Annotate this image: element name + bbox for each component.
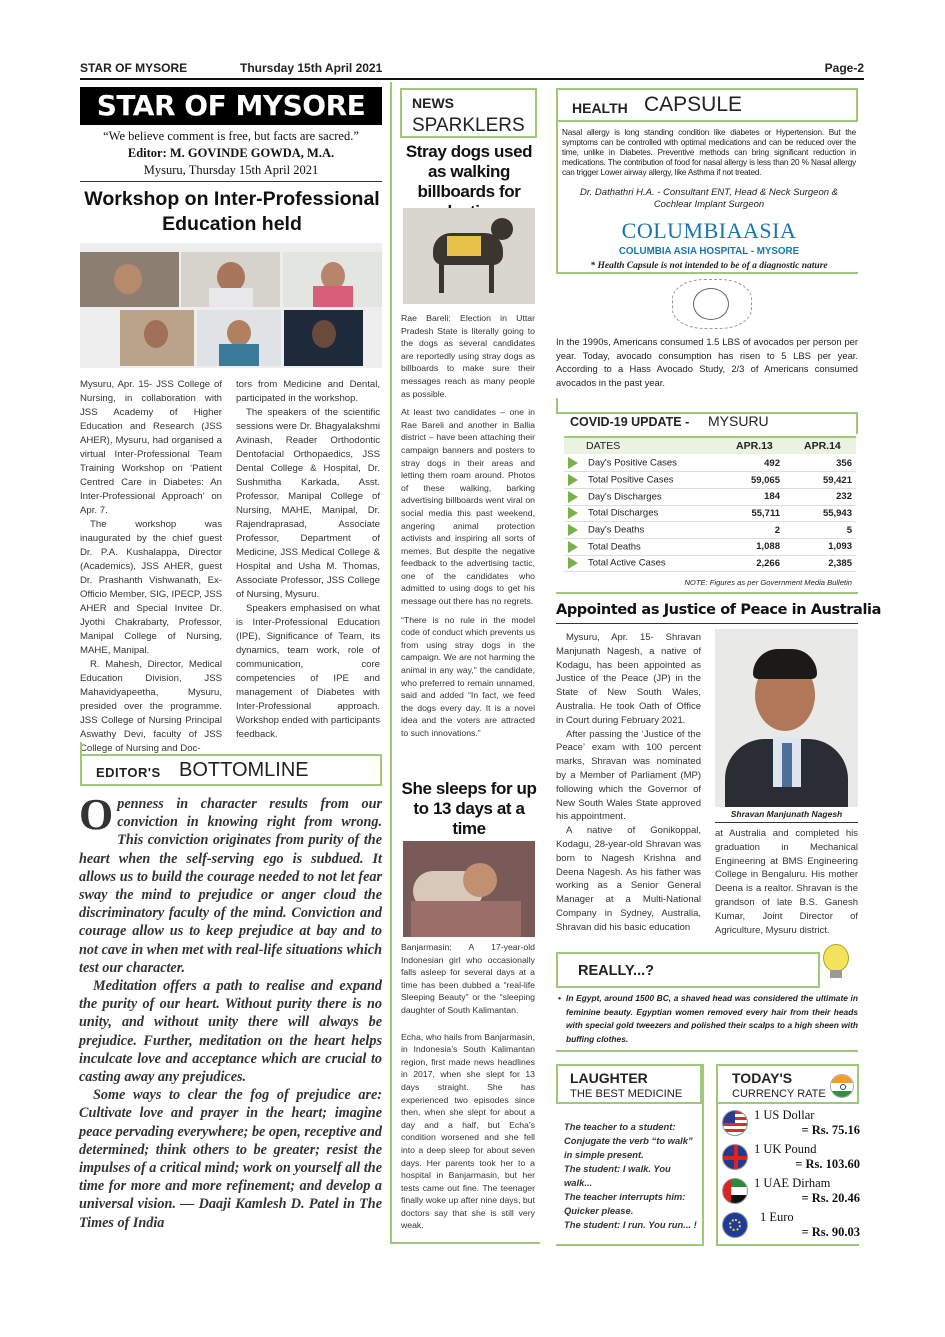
editorial-text: penness in character results from our conviction in knowing right from wrong. This conviction originates from purity of the heart when the self-serving ego is subdued. It allows us to build the courage needed to not let fear sway the mind to prejudice or anger cloud the discriminatory faculty of the mind. Conviction and courage allow us to keep prejudice at bay and to not cave in when met with real-life situations which test our character. — [79, 796, 382, 976]
columbia-asia-logo: COLUMBIAASIA — [621, 218, 797, 243]
page-header — [80, 60, 864, 80]
covid-panel — [556, 398, 858, 596]
really-fact: In Egypt, around 1500 BC, a shaved head was considered the ultimate in feminine beauty. Egyptian women removed every hair from their heads with special gold tweezers and polished their scalps to a high sheen with buffing clothes. — [566, 993, 858, 1044]
really-text — [558, 992, 858, 1046]
workshop-column-b — [236, 378, 380, 742]
laughter-label-box — [556, 1064, 702, 1104]
portrait-caption: Shravan Manjunath Nagesh — [730, 809, 843, 819]
currency-label-b: CURRENCY RATE — [732, 1088, 826, 1100]
really-label-box — [556, 952, 820, 988]
covid-row-label: Day's Positive Cases — [588, 457, 677, 469]
health-label-a: HEALTH — [572, 100, 628, 116]
eu-flag-icon — [722, 1212, 748, 1238]
participant-tile — [284, 310, 363, 366]
covid-note: NOTE: Figures as per Government Media Bulletin — [684, 578, 852, 587]
justice-para: After passing the ‘Justice of the Peace’ exam with 100 percent marks, Shravan was nominated by a Member of Parliament (MP) following which the Governor of New South Wales State approved his appointment. — [556, 728, 701, 823]
justice-para: Mysuru, Apr. 15- Shravan Manjunath Nagesh, a native of Kodagu, has been appointed as Justice of the Peace (JP) in the State of New South Wales, Australia. He took Oath of Office in Court during February 2021. — [556, 632, 701, 726]
dogs-para: At least two candidates – one in Rae Bareli and another in Ballia district – have been attaching their campaign banners and posters to stray dogs in their areas and letting them roam around. Photos of these walking, barking advertising billboards went viral on social media this past weekend, angering animal protection activists and inspiring all sorts of memes. But despite the negative feedback to the advertising tactic, one of the candidates who admitted to using dogs to get his message out there has no regrets. — [401, 407, 535, 607]
justice-headline: Appointed as Justice of Peace in Australia — [556, 602, 881, 618]
covid-row — [564, 505, 856, 522]
masthead-motto: “We believe comment is free, but facts are sacred.” — [103, 129, 359, 143]
currency-list — [722, 1108, 860, 1244]
covid-label-b: MYSURU — [708, 413, 769, 429]
covid-table — [564, 455, 856, 572]
avocado-illustration — [672, 279, 752, 329]
editorial-dropcap: O — [79, 790, 114, 839]
covid-row-label: Total Active Cases — [588, 557, 666, 569]
joke-line: The teacher to a student: Conjugate the verb “to walk” in simple present. — [564, 1121, 693, 1160]
health-text: Nasal allergy is long standing condition like diabetes or Hypertension. But the symptoms can be controlled with optimal medications and can be reduced over the time, unlike in Diabetes. Preventive methods can bring significant reduction in medications. The contribution of food for nasal allergy is less than 20 % Nasal allergy can trigger Lower airway allergy, like Asthma if not treated. — [562, 128, 856, 177]
workshop-para: Mysuru, Apr. 15- JSS College of Nursing, in collaboration with JSS Academy of Higher Education and Research (JSS AHER), Mysuru, had organised a virtual Inter-Professional Team Training Workshop on ‘Patient Centred Care in Diabetes: An Inter-Professional Approach’ on Apr. 7. — [80, 379, 222, 516]
health-doctor: Dr. Dathathri H.A. - Consultant ENT, Head & Neck Surgeon & Cochlear Implant Surgeon — [579, 187, 839, 210]
covid-row-label: Day's Discharges — [588, 491, 662, 503]
participant-tile — [120, 310, 194, 366]
covid-value-apr14: 5 — [784, 522, 856, 539]
sleep-headline: She sleeps for up to 13 days at a time — [401, 779, 537, 838]
editors-label-b: BOTTOMLINE — [179, 759, 309, 781]
workshop-para: The speakers of the scientific sessions were Dr. Bhagyalakshmi Avinash, Reader Orthodontic Dentofacial Orthopaedics, JSS Dental College & Hospital, Dr. Sushmitha Karkada, Asst. Professor, Manipal College of Nursing, MAHE, Manipal, Dr. Rajendraprasad, Associate Professor, Department of Medicine, JSS Medical College & Hospital and Usha M. Thomas, Associate Professor, JSS College of Nursing, Mysuru. — [236, 407, 380, 600]
covid-row-label: Day's Deaths — [588, 524, 645, 536]
covid-col-apr13: APR.13 — [736, 440, 773, 452]
workshop-photo — [80, 243, 382, 368]
laughter-joke — [564, 1120, 700, 1232]
bulb-icon — [819, 944, 853, 984]
covid-value-apr13: 1,088 — [724, 538, 784, 555]
covid-col-apr14: APR.14 — [804, 440, 841, 452]
joke-line: The student: I walk. You walk... — [564, 1163, 671, 1188]
joke-line: The student: I run. You run... ! — [564, 1219, 697, 1230]
sleep-article — [401, 941, 535, 1238]
covid-value-apr13: 55,711 — [724, 505, 784, 522]
participant-tile — [80, 252, 179, 307]
dogs-headline: Stray dogs used as walking billboards for — [405, 142, 533, 201]
health-capsule-label — [556, 88, 858, 122]
shravan-portrait — [715, 629, 858, 807]
masthead-editor: Editor: M. GOVINDE GOWDA, M.A. — [127, 146, 335, 160]
workshop-para: The workshop was inaugurated by the chief guest Dr. P.A. Kushalappa, Director (Academics), JSS AHER, guest Dr. Prashanth Vishwanath, Ex-Officio Member, SIG, IPECP, JSS AHER and Special Invitee Dr. Jyothi Chakrabarty, Professor, Manipal College of Nursing, MAHE, Manipal. — [80, 519, 223, 656]
currency-label-box — [716, 1064, 859, 1104]
covid-value-apr14: 59,421 — [784, 472, 856, 489]
editorial-para — [79, 790, 382, 977]
covid-row — [564, 455, 856, 472]
laughter-panel — [556, 1064, 704, 1246]
covid-row-label: Total Discharges — [588, 507, 659, 519]
header-date: Thursday 15th April 2021 — [240, 61, 383, 75]
justice-column-a — [556, 631, 701, 935]
really-label: REALLY...? — [578, 963, 655, 979]
covid-value-apr14: 232 — [784, 488, 856, 505]
currency-row — [722, 1108, 860, 1142]
covid-row — [564, 488, 856, 505]
uk-flag-icon — [722, 1144, 748, 1170]
covid-row-label: Total Positive Cases — [588, 474, 674, 486]
covid-value-apr14: 55,943 — [784, 505, 856, 522]
covid-value-apr14: 2,385 — [784, 555, 856, 572]
covid-value-apr13: 2 — [724, 522, 784, 539]
really-panel — [556, 952, 858, 1052]
currency-name: 1 UK Pound — [754, 1142, 817, 1156]
india-flag-icon — [830, 1074, 854, 1098]
currency-row — [722, 1176, 860, 1210]
workshop-para: tors from Medicine and Dental, participated in the workshop. — [236, 379, 380, 404]
justice-para: A native of Gonikoppal, Kodagu, 28-year-old Shravan was born to Nagesh Krishna and Deena Nagesh. As his father was working as a Senior General Manager at a Multi-National Company in Sydney, Australia, Shravan did his basic education — [556, 825, 701, 933]
workshop-para: R. Mahesh, Director, Medical Education Division, JSS Mahavidyapeetha, Mysuru, presided over the programme. JSS College of Nursing Principal Aswathy Devi, faculty of JSS College of Nursing and Doc- — [80, 659, 222, 754]
sparklers-label-a: NEWS — [412, 95, 454, 111]
editorial-para: Meditation offers a path to realise and expand the purity of our heart. Without purity there is no unity, and without unity there will always be prejudice. Further, meditation on the heart helps inculcate love and acceptance which are crucial to casting away any prejudices. — [79, 978, 382, 1086]
currency-row — [722, 1142, 860, 1176]
participant-tile — [283, 252, 382, 307]
covid-row — [564, 555, 856, 572]
editors-bottomline-label — [80, 754, 382, 786]
currency-row — [722, 1210, 860, 1244]
covid-value-apr13: 59,065 — [724, 472, 784, 489]
workshop-para: Speakers emphasised on what is Inter-Professional Education (IPE), Significance of Team, its dynamics, team work, role of communication, core competencies of IPE and management of Diabetes with Inter-Professional approach. Workshop ended with participants feedback. — [236, 603, 380, 740]
workshop-headline: Workshop on Inter-Professional Education held — [84, 188, 380, 235]
dogs-article — [401, 312, 535, 746]
joke-line: The teacher interrupts him: Quicker please. — [564, 1191, 686, 1216]
covid-value-apr14: 356 — [784, 455, 856, 472]
editorial-para: Some ways to clear the fog of prejudice are: Cultivate love and prayer in the heart; imagine peace pervading everywhere; be open, receptive and determined; think others to be greater; resist the impulses of a critical mind; work on yourself all the time for more and more refinement; and develop a universal vision. — Daaji Kamlesh D. Patel in The Times of India — [79, 1087, 382, 1231]
justice-column-b: at Australia and completed his graduation in Mechanical Engineering at BMS Engineering College in Bengaluru. His mother Deena is a realtor. Shravan is the grandson of late B.S. Ganesh Kumar, Joint Director of Agriculture, Mysuru district. — [715, 828, 858, 936]
workshop-column-a — [80, 378, 222, 756]
editors-label-a: EDITOR'S — [96, 765, 161, 780]
hospital-name: COLUMBIA ASIA HOSPITAL - MYSORE — [618, 246, 800, 257]
health-disclaimer: * Health Capsule is not intended to be of a diagnostic nature — [590, 261, 828, 271]
uae-flag-icon — [722, 1178, 748, 1204]
currency-name: 1 UAE Dirham — [754, 1176, 831, 1190]
currency-value: = Rs. 90.03 — [801, 1225, 860, 1239]
us-flag-icon — [722, 1110, 748, 1136]
covid-row — [564, 472, 856, 489]
covid-value-apr13: 184 — [724, 488, 784, 505]
header-page-number: Page-2 — [824, 61, 864, 75]
laughter-label-b: THE BEST MEDICINE — [570, 1088, 683, 1100]
laughter-label-a: LAUGHTER — [570, 1070, 648, 1086]
news-sparklers-label — [400, 88, 537, 138]
dogs-para: “There is no rule in the model code of conduct which prevents us from using stray dogs in the campaign. We are not harming the animal in any way,” the candidate, who preferred to remain unnamed, said and added “In fact, we feed the dogs every day. It is a novel idea and the voters are attracted to such innovations.” — [401, 614, 535, 738]
covid-row-label: Total Deaths — [588, 541, 641, 553]
covid-value-apr13: 492 — [724, 455, 784, 472]
currency-name: 1 Euro — [760, 1210, 794, 1224]
avocado-fact: In the 1990s, Americans consumed 1.5 LBS of avocados per person per year. Today, avocado consumption has risen to 5 LBS per year. According to a Hass Avocado Study, 2/3 of Americans consumed avocados in the past year. — [556, 336, 858, 388]
covid-label-a: COVID-19 UPDATE - — [570, 415, 690, 429]
covid-value-apr14: 1,093 — [784, 538, 856, 555]
currency-panel — [716, 1064, 859, 1246]
editorial-body — [79, 790, 382, 1232]
sleep-para: Banjarmasin: A 17-year-old Indonesian girl who occasionally falls asleep for several days at a time has been dubbed a “real-life Sleeping Beauty” or the “sleeping daughter of South Kalimantan. — [401, 942, 535, 1015]
currency-value: = Rs. 75.16 — [801, 1123, 860, 1137]
covid-table-header — [564, 436, 856, 454]
participant-tile — [181, 252, 280, 307]
covid-col-dates: DATES — [586, 440, 621, 452]
sleep-para: Echa, who hails from Banjarmasin, in Indonesia’s South Kalimantan region, first made news headlines in 2017, when she slept for 13 days straight. She has experienced two episodes since then, when she slept for about a day and a half, but Echa’s condition worsened and she fell into a deep sleep for about seven days. Her parents took her to a hospital in Banjarmasin, but her tests came out fine. The teenager finally woke up after nine days, but doctors say that she is still very weak. — [401, 1031, 535, 1231]
masthead-dateline: Mysuru, Thursday 15th April 2021 — [143, 163, 319, 177]
sleeping-girl-photo — [403, 841, 535, 937]
dogs-para: Rae Bareli: Election in Uttar Pradesh State is literally going to the dogs as several candidates are reportedly using stray dogs as billboards to make sure their messages reach as many people as possible. — [401, 313, 535, 399]
header-paper-name: STAR OF MYSORE — [80, 61, 188, 75]
covid-row — [564, 522, 856, 539]
currency-value: = Rs. 103.60 — [795, 1157, 860, 1171]
covid-value-apr13: 2,266 — [724, 555, 784, 572]
sparklers-label-b: SPARKLERS — [412, 115, 525, 136]
participant-tile — [197, 310, 281, 366]
dog-photo — [403, 208, 535, 304]
covid-row — [564, 538, 856, 555]
masthead-title: STAR OF MYSORE — [80, 87, 382, 125]
currency-name: 1 US Dollar — [754, 1108, 815, 1122]
bullet-icon: • — [558, 993, 561, 1003]
currency-value: = Rs. 20.46 — [801, 1191, 860, 1205]
health-label-b: CAPSULE — [644, 93, 743, 116]
currency-label-a: TODAY'S — [732, 1070, 793, 1086]
